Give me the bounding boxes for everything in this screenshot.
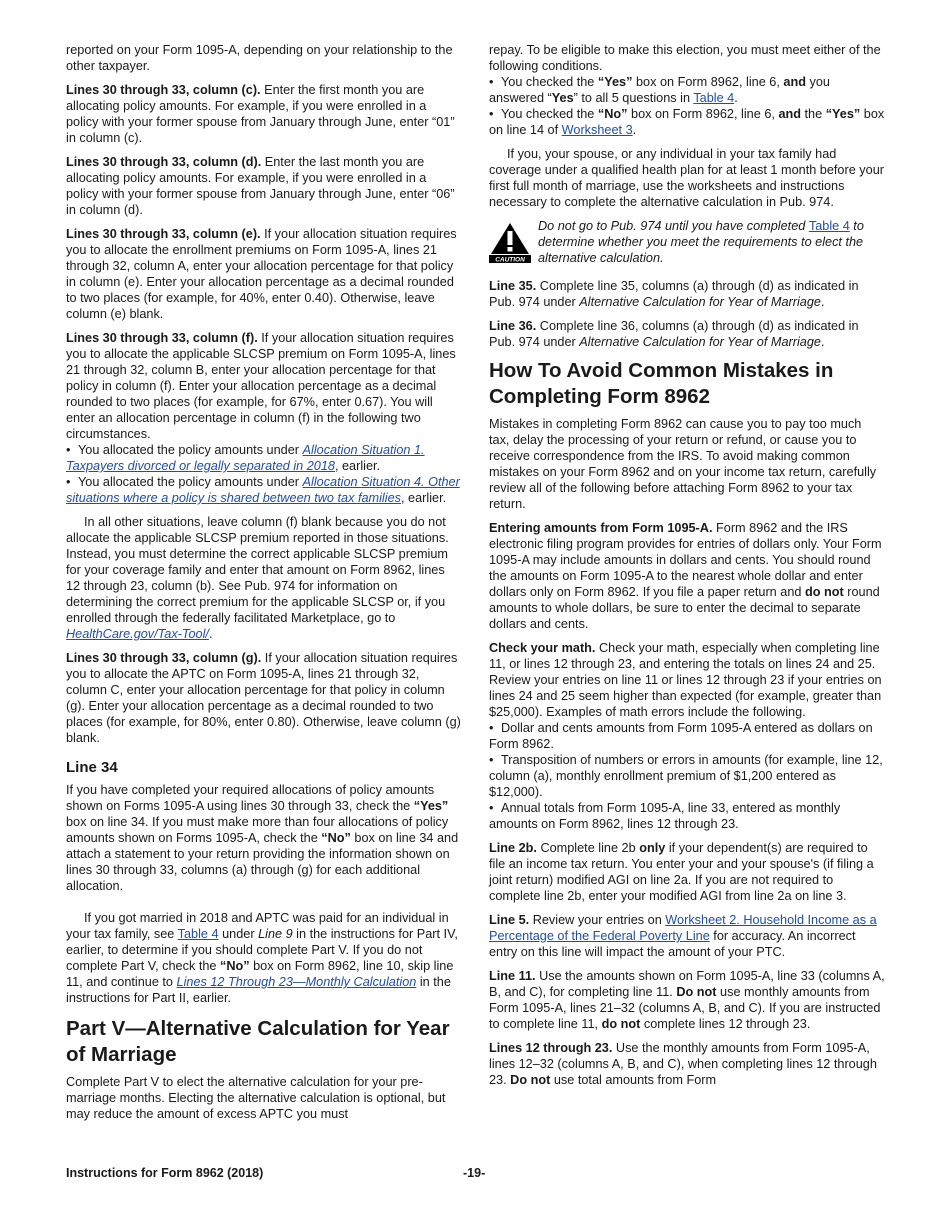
bullet-text: you answered “ [489,75,830,105]
caution-icon [489,221,531,263]
bullet-text: box on Form 8962, line 6, [627,107,779,121]
bullet-item [489,752,885,800]
bullet-text: box on line 14 of [489,107,885,137]
paragraph-text: If your allocation situation requires you to allocate the enrollment premiums on Form 1095-A, lines 21 through 32, column A, enter your allocation percentage for that policy in column (e). Enter your allocation percentage as a decimal rounded to two places (for example, for 40%, enter 0.40). Otherwise, leave column (e) blank. [66,227,457,321]
run-in-heading: Line 2b. [489,841,537,855]
bullet-icon: • [489,75,494,89]
paragraph-text: complete lines 12 through 23. [640,1017,811,1031]
allocation-situation-1-link[interactable]: Allocation Situation 1. Taxpayers divorced or legally separated in 2018 [66,443,425,473]
paragraph-text: if your dependent(s) are required to file an income tax return. You enter your and your spouse's (if filing a joint return) modified AGI on line 2a. If you are not required to complete line 2b, enter your modified AGI from line 2a on line 3. [489,841,874,903]
paragraph-text: under [218,927,259,941]
bullet-text: . [734,91,738,105]
paragraph-lines-12-23 [489,1040,885,1088]
bullet-text: , earlier. [334,459,381,473]
bullet-text: ” to all 5 questions in [573,91,694,105]
emphasis: “Yes” [413,799,449,813]
emphasis: only [639,841,666,855]
run-in-heading: Line 36. [489,319,537,333]
emphasis: do not [601,1017,641,1031]
monthly-calculation-link[interactable]: Lines 12 Through 23—Monthly Calculation [176,975,417,989]
paragraph-text: for accuracy. An incorrect entry on this line will impact the amount of your PTC. [489,929,856,959]
emphasis: Do not [510,1073,551,1087]
run-in-heading: Lines 30 through 33, column (c). [66,83,261,97]
paragraph-text: box on Form 8962, line 10, skip line 11, and continue to [66,959,454,989]
run-in-heading: Lines 30 through 33, column (f). [66,331,258,345]
paragraph-text: Enter the last month you are allocating policy amounts. For example, if you were enrolled in a policy with your former spouse from January through June, enter “06” in column (d). [66,155,455,217]
run-in-heading: Lines 12 through 23. [489,1041,613,1055]
paragraph-column-d [66,154,462,218]
bullet-icon: • [489,107,494,121]
paragraph-text: Complete line 36, columns (a) through (d) as indicated in Pub. 974 under [489,319,859,349]
paragraph: repay. To be eligible to make this election, you must meet either of the following conditions. [489,43,881,73]
table-4-link[interactable]: Table 4 [808,219,850,233]
emphasis: Yes [551,91,574,105]
paragraph: reported on your Form 1095-A, depending on your relationship to the other taxpayer. [66,43,453,73]
paragraph-text: use total amounts from Form [550,1073,717,1087]
paragraph-line-35 [489,278,885,310]
bullet-item [489,800,885,832]
paragraph-column-c [66,82,462,146]
paragraph-text: If you have completed your required allocations of policy amounts shown on Forms 1095-A using lines 30 through 33, check the [66,783,435,813]
part-v-heading: Part V—Alternative Calculation for Year of Marriage [66,1017,450,1066]
bullet-item [66,474,462,506]
bullet-text: You checked the [501,75,598,89]
line-34-heading: Line 34 [66,759,118,776]
paragraph-text: round amounts to whole dollars, be sure to enter the decimal to separate dollars and cents. [489,585,880,631]
paragraph-text: . [208,627,213,641]
emphasis: “No” [321,831,351,845]
paragraph-check-math [489,640,885,720]
emphasis: “No” [597,107,628,121]
paragraph-text: use monthly amounts from Form 1095-A, lines 21–32 (columns A, B, and C). If you are instructed to complete line 11, [489,985,881,1031]
run-in-heading: Lines 30 through 33, column (e). [66,227,261,241]
caution-text: Do not go to Pub. 974 until you have completed [538,219,809,233]
page-number: -19- [463,1166,486,1180]
healthcare-tax-tool-link[interactable]: HealthCare.gov/Tax-Tool/ [66,627,209,641]
paragraph-text: in the instructions for Part IV, earlier, to determine if you should complete Part V. If you do not complete Part V, check the [66,927,458,973]
italic-text: Alternative Calculation for Year of Marriage [579,295,821,309]
worksheet-3-link[interactable]: Worksheet 3 [561,123,633,137]
bullet-text: . [632,123,637,137]
allocation-situation-4-link[interactable]: Allocation Situation 4. Other situations where a policy is shared between two tax families [66,475,460,505]
paragraph [66,514,462,642]
italic-text: Alternative Calculation for Year of Marriage [579,335,821,349]
paragraph-column-f [66,330,462,442]
paragraph: If you, your spouse, or any individual in your tax family had coverage under a qualified health plan for at least 1 month before your first full month of marriage, use the worksheets and instructions necessary to complete the alternative calculation in Pub. 974. [489,147,884,209]
caution-text: to determine whether you meet the requirements to elect the alternative calculation. [538,219,864,265]
paragraph-text: If your allocation situation requires you to allocate the APTC on Form 1095-A, lines 21 through 32, column C, enter your allocation percentage for that policy in column (g). Enter your allocation percentage as a decimal rounded to two places (for example, for 80%, enter 0.80). Otherwise, leave column (g) blank. [66,651,461,745]
bullet-text: Transposition of numbers or errors in amounts (for example, line 12, column (a), monthly enrollment premium of $1,200 entered as $12,000). [489,753,883,799]
emphasis: do not [804,585,844,599]
emphasis: Do not [676,985,717,999]
bullet-text: Dollar and cents amounts from Form 1095-A entered as dollars on Form 8962. [489,721,873,751]
bullet-text: You checked the [501,107,598,121]
paragraph-line-36 [489,318,885,350]
run-in-heading: Entering amounts from Form 1095-A. [489,521,713,535]
paragraph-text: . [820,335,825,349]
bullet-icon: • [489,721,494,735]
paragraph-text: Review your entries on [529,913,666,927]
table-4-link[interactable]: Table 4 [177,927,219,941]
caution-note [489,218,885,266]
paragraph-column-e [66,226,462,322]
paragraph: Complete Part V to elect the alternative calculation for your pre-marriage months. Electing the alternative calculation is optional, but may reduce the amount of excess APTC you must [66,1075,446,1121]
caution-label: CAUTION [495,256,525,263]
right-column [489,42,885,1096]
paragraph: Mistakes in completing Form 8962 can cause you to pay too much tax, delay the processing of your return or refund, or cause you to receive correspondence from the IRS. To avoid making common mistakes on your Form 8962 and on your income tax return, carefully review all of the following before attaching Form 8962 to your tax return. [489,417,877,511]
run-in-heading: Line 11. [489,969,536,983]
bullet-item [489,106,885,138]
paragraph-line-11 [489,968,885,1032]
paragraph-text: In all other situations, leave column (f) blank because you do not allocate the applicable SLCSP premium reported in those situations. Instead, you must determine the correct applicable SLCSP premium for your coverage family and enter that amount on Form 8962, lines 12 through 23, column (b). See Pub. 974 for information on determining the correct premium for the applicable SLCSP or, if you enrolled through the federally facilitated Marketplace, go to [66,515,449,625]
bullet-icon: • [489,801,494,815]
emphasis: and [778,107,801,121]
bullet-text: You allocated the policy amounts under [78,475,303,489]
paragraph-text: Check your math, especially when completing line 11, or lines 12 through 23, and entering the totals on lines 24 and 25. Review your entries on line 11 or lines 12 through 23 if your entries on lines 24 and 25 seem higher than expected (for example, greater than $25,000). Examples of math errors include the following. [489,641,882,719]
run-in-heading: Check your math. [489,641,596,655]
bullet-text: Annual totals from Form 1095-A, line 33, entered as monthly amounts on Form 8962, lines 12 through 23. [489,801,841,831]
paragraph-text: in the instructions for Part II, earlier. [66,975,451,1005]
footer-form-title: Instructions for Form 8962 (2018) [66,1166,264,1180]
paragraph-text: Form 8962 and the IRS electronic filing program provides for entries of dollars only. Your Form 1095-A may include amounts in dollars and cents. You should round the amounts on Form 1095-A to the nearest whole dollar and enter dollars only on Form 8962. If you file a paper return and [489,521,882,599]
bullet-text: , earlier. [400,491,447,505]
paragraph-text: Complete line 2b [536,841,640,855]
paragraph-text: . [820,295,825,309]
paragraph-line-2b [489,840,885,904]
emphasis: and [783,75,806,89]
paragraph-text: Enter the first month you are allocating policy amounts. For example, if you were enrolled in a policy with your former spouse from January through June, enter “01” in column (c). [66,83,455,145]
italic-text: Line 9 [258,927,293,941]
paragraph [66,782,462,894]
emphasis: “Yes” [825,107,861,121]
common-mistakes-heading: How To Avoid Common Mistakes in Completing Form 8962 [489,359,834,408]
bullet-icon: • [66,475,71,489]
paragraph-text: If you got married in 2018 and APTC was paid for an individual in your tax family, see [66,911,449,941]
worksheet-2-link[interactable]: Worksheet 2. Household Income as a Percentage of the Federal Poverty Line [489,913,877,943]
paragraph-column-g [66,650,462,746]
paragraph-text: Use the amounts shown on Form 1095-A, line 33 (columns A, B, and C), for completing line 11. [489,969,885,999]
paragraph-text: If your allocation situation requires you to allocate the applicable SLCSP premium on Form 1095-A, lines 21 through 32, column B, enter your allocation percentage for that policy in column (f). Enter your allocation percentage as a decimal rounded to two places (for example, for 67%, enter 0.67). You will enter an allocation percentage in column (f) in the following two circumstances. [66,331,456,441]
paragraph-text: box on line 34 and attach a statement to your return providing the information shown on lines 30 through 33, columns (a) through (g) for each additional allocation. [66,831,459,893]
emphasis: “Yes” [597,75,633,89]
bullet-text: You allocated the policy amounts under [78,443,303,457]
table-4-link[interactable]: Table 4 [693,91,735,105]
run-in-heading: Lines 30 through 33, column (g). [66,651,262,665]
left-column [66,42,462,1130]
paragraph-text: box on line 34. If you must make more than four allocations of policy amounts shown on Forms 1095-A, check the [66,815,449,845]
bullet-icon: • [489,753,494,767]
bullet-item [66,442,462,474]
paragraph-entering-amounts [489,520,885,632]
paragraph-text: Complete line 35, columns (a) through (d) as indicated in Pub. 974 under [489,279,859,309]
paragraph-line-5 [489,912,885,960]
bullet-item [489,74,885,106]
paragraph [66,910,462,1006]
run-in-heading: Line 5. [489,913,530,927]
bullet-item [489,720,885,752]
bullet-text: the [801,107,826,121]
bullet-text: box on Form 8962, line 6, [632,75,784,89]
run-in-heading: Lines 30 through 33, column (d). [66,155,262,169]
emphasis: “No” [219,959,250,973]
paragraph-text: Use the monthly amounts from Form 1095-A, lines 12–32 (columns A, B, and C), when completing lines 12 through 23. [489,1041,877,1087]
bullet-icon: • [66,443,71,457]
run-in-heading: Line 35. [489,279,537,293]
